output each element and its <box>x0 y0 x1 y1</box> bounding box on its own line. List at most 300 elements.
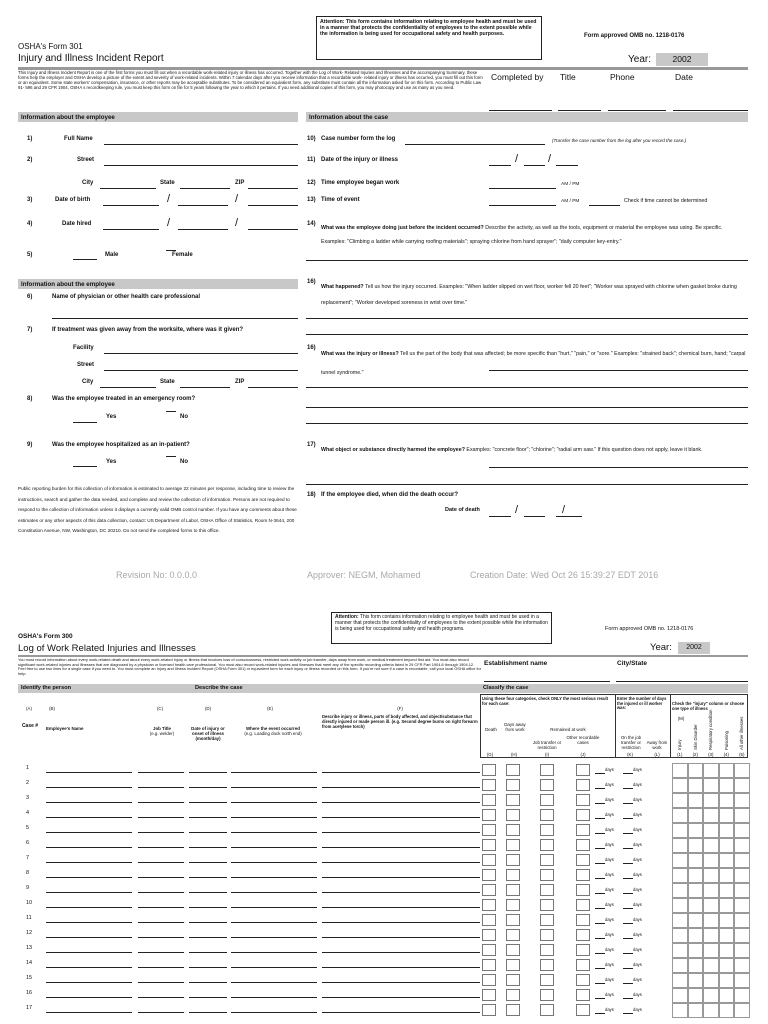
days-transfer-field[interactable] <box>595 998 605 999</box>
injury-type-checkbox[interactable] <box>672 778 688 793</box>
injury-type-checkbox[interactable] <box>672 928 688 943</box>
date-injury-field[interactable] <box>189 1012 227 1013</box>
injury-type-checkbox[interactable] <box>672 808 688 823</box>
time-event-field[interactable] <box>489 205 556 206</box>
classify-checkbox[interactable] <box>482 1004 496 1016</box>
hired-month-field[interactable] <box>103 229 159 230</box>
classify-checkbox[interactable] <box>576 764 590 776</box>
employee-name-field[interactable] <box>46 772 132 773</box>
injury-type-checkbox[interactable] <box>688 838 704 853</box>
injury-type-checkbox[interactable] <box>688 943 704 958</box>
days-away-field[interactable] <box>623 803 633 804</box>
classify-checkbox[interactable] <box>576 914 590 926</box>
classify-checkbox[interactable] <box>506 914 520 926</box>
classify-checkbox[interactable] <box>540 839 554 851</box>
injury-type-checkbox[interactable] <box>703 838 719 853</box>
injury-type-checkbox[interactable] <box>703 943 719 958</box>
q16-field-2[interactable] <box>306 334 748 335</box>
employee-name-field[interactable] <box>46 862 132 863</box>
injury-type-checkbox[interactable] <box>672 1003 688 1018</box>
time-undetermined-checkbox[interactable] <box>589 205 620 206</box>
injury-type-checkbox[interactable] <box>688 883 704 898</box>
injury-type-checkbox[interactable] <box>688 973 704 988</box>
city-state-field[interactable] <box>616 681 748 682</box>
days-away-field[interactable] <box>623 863 633 864</box>
classify-checkbox[interactable] <box>540 914 554 926</box>
date-injury-field[interactable] <box>189 907 227 908</box>
classify-checkbox[interactable] <box>506 974 520 986</box>
street-field[interactable] <box>104 165 298 166</box>
injury-year-field[interactable] <box>556 165 578 166</box>
classify-checkbox[interactable] <box>482 974 496 986</box>
where-field[interactable] <box>231 832 317 833</box>
classify-checkbox[interactable] <box>576 929 590 941</box>
where-field[interactable] <box>231 877 317 878</box>
description-field[interactable] <box>322 892 480 893</box>
injury-type-checkbox[interactable] <box>719 793 735 808</box>
q16b-field-2[interactable] <box>306 387 748 388</box>
q16b-field-4[interactable] <box>306 423 748 424</box>
classify-checkbox[interactable] <box>482 914 496 926</box>
description-field[interactable] <box>322 997 480 998</box>
dob-day-field[interactable] <box>178 205 228 206</box>
description-field[interactable] <box>322 982 480 983</box>
case-number-field[interactable] <box>405 144 545 145</box>
classify-checkbox[interactable] <box>540 959 554 971</box>
classify-checkbox[interactable] <box>506 1004 520 1016</box>
classify-checkbox[interactable] <box>540 779 554 791</box>
injury-type-checkbox[interactable] <box>734 823 750 838</box>
classify-checkbox[interactable] <box>540 944 554 956</box>
state-field[interactable] <box>180 188 230 189</box>
injury-type-checkbox[interactable] <box>719 823 735 838</box>
job-title-field[interactable] <box>138 922 184 923</box>
classify-checkbox[interactable] <box>540 764 554 776</box>
job-title-field[interactable] <box>138 997 184 998</box>
title-field[interactable] <box>558 110 601 111</box>
classify-checkbox[interactable] <box>506 959 520 971</box>
description-field[interactable] <box>322 922 480 923</box>
hired-day-field[interactable] <box>178 229 228 230</box>
days-transfer-field[interactable] <box>595 1013 605 1014</box>
hosp-no-checkbox[interactable] <box>166 456 176 457</box>
description-field[interactable] <box>322 1012 480 1013</box>
employee-name-field[interactable] <box>46 967 132 968</box>
classify-checkbox[interactable] <box>482 854 496 866</box>
description-field[interactable] <box>322 787 480 788</box>
injury-type-checkbox[interactable] <box>719 898 735 913</box>
where-field[interactable] <box>231 907 317 908</box>
date-injury-field[interactable] <box>189 772 227 773</box>
date-injury-field[interactable] <box>189 892 227 893</box>
classify-checkbox[interactable] <box>576 1004 590 1016</box>
physician-field[interactable] <box>52 318 298 319</box>
where-field[interactable] <box>231 787 317 788</box>
description-field[interactable] <box>322 862 480 863</box>
injury-type-checkbox[interactable] <box>719 808 735 823</box>
where-field[interactable] <box>231 1012 317 1013</box>
days-away-field[interactable] <box>623 833 633 834</box>
job-title-field[interactable] <box>138 832 184 833</box>
classify-checkbox[interactable] <box>576 809 590 821</box>
employee-name-field[interactable] <box>46 847 132 848</box>
classify-checkbox[interactable] <box>540 824 554 836</box>
injury-type-checkbox[interactable] <box>703 958 719 973</box>
injury-month-field[interactable] <box>489 165 511 166</box>
classify-checkbox[interactable] <box>540 809 554 821</box>
injury-type-checkbox[interactable] <box>688 988 704 1003</box>
days-transfer-field[interactable] <box>595 893 605 894</box>
injury-type-checkbox[interactable] <box>719 853 735 868</box>
injury-type-checkbox[interactable] <box>672 883 688 898</box>
classify-checkbox[interactable] <box>482 794 496 806</box>
classify-checkbox[interactable] <box>482 944 496 956</box>
classify-checkbox[interactable] <box>576 854 590 866</box>
date-injury-field[interactable] <box>189 817 227 818</box>
job-title-field[interactable] <box>138 1012 184 1013</box>
days-away-field[interactable] <box>623 968 633 969</box>
injury-type-checkbox[interactable] <box>672 958 688 973</box>
days-away-field[interactable] <box>623 923 633 924</box>
job-title-field[interactable] <box>138 907 184 908</box>
job-title-field[interactable] <box>138 847 184 848</box>
injury-type-checkbox[interactable] <box>688 808 704 823</box>
injury-type-checkbox[interactable] <box>719 883 735 898</box>
classify-checkbox[interactable] <box>506 899 520 911</box>
injury-type-checkbox[interactable] <box>672 973 688 988</box>
classify-checkbox[interactable] <box>540 929 554 941</box>
description-field[interactable] <box>322 847 480 848</box>
injury-type-checkbox[interactable] <box>719 838 735 853</box>
injury-type-checkbox[interactable] <box>734 973 750 988</box>
employee-name-field[interactable] <box>46 907 132 908</box>
days-away-field[interactable] <box>623 938 633 939</box>
where-field[interactable] <box>231 982 317 983</box>
injury-type-checkbox[interactable] <box>672 793 688 808</box>
completed-by-field[interactable] <box>489 110 552 111</box>
hired-year-field[interactable] <box>248 229 298 230</box>
description-field[interactable] <box>322 802 480 803</box>
injury-type-checkbox[interactable] <box>672 988 688 1003</box>
description-field[interactable] <box>322 772 480 773</box>
injury-type-checkbox[interactable] <box>734 988 750 1003</box>
injury-type-checkbox[interactable] <box>734 928 750 943</box>
where-field[interactable] <box>231 997 317 998</box>
days-away-field[interactable] <box>623 878 633 879</box>
hosp-yes-checkbox[interactable] <box>73 466 97 467</box>
injury-type-checkbox[interactable] <box>703 883 719 898</box>
classify-checkbox[interactable] <box>506 854 520 866</box>
injury-type-checkbox[interactable] <box>734 958 750 973</box>
description-field[interactable] <box>322 967 480 968</box>
death-month-field[interactable] <box>489 516 511 517</box>
job-title-field[interactable] <box>138 982 184 983</box>
injury-type-checkbox[interactable] <box>688 898 704 913</box>
injury-type-checkbox[interactable] <box>672 868 688 883</box>
where-field[interactable] <box>231 817 317 818</box>
employee-name-field[interactable] <box>46 937 132 938</box>
date-injury-field[interactable] <box>189 952 227 953</box>
zip-field[interactable] <box>248 188 298 189</box>
injury-type-checkbox[interactable] <box>672 763 688 778</box>
injury-type-checkbox[interactable] <box>703 1003 719 1018</box>
days-transfer-field[interactable] <box>595 773 605 774</box>
injury-type-checkbox[interactable] <box>719 913 735 928</box>
days-transfer-field[interactable] <box>595 818 605 819</box>
description-field[interactable] <box>322 817 480 818</box>
classify-checkbox[interactable] <box>506 779 520 791</box>
injury-type-checkbox[interactable] <box>719 943 735 958</box>
injury-type-checkbox[interactable] <box>688 868 704 883</box>
description-field[interactable] <box>322 907 480 908</box>
classify-checkbox[interactable] <box>540 794 554 806</box>
injury-type-checkbox[interactable] <box>703 868 719 883</box>
where-field[interactable] <box>231 802 317 803</box>
classify-checkbox[interactable] <box>576 959 590 971</box>
date-injury-field[interactable] <box>189 787 227 788</box>
date-field[interactable] <box>673 110 748 111</box>
city-field[interactable] <box>100 188 156 189</box>
classify-checkbox[interactable] <box>506 884 520 896</box>
city2-field[interactable] <box>100 387 156 388</box>
state2-field[interactable] <box>180 387 230 388</box>
q17-field-2[interactable] <box>306 484 748 485</box>
classify-checkbox[interactable] <box>576 794 590 806</box>
days-transfer-field[interactable] <box>595 848 605 849</box>
job-title-field[interactable] <box>138 817 184 818</box>
employee-name-field[interactable] <box>46 997 132 998</box>
injury-type-checkbox[interactable] <box>734 868 750 883</box>
date-injury-field[interactable] <box>189 982 227 983</box>
classify-checkbox[interactable] <box>482 989 496 1001</box>
classify-checkbox[interactable] <box>576 884 590 896</box>
classify-checkbox[interactable] <box>576 974 590 986</box>
injury-type-checkbox[interactable] <box>703 913 719 928</box>
days-away-field[interactable] <box>623 788 633 789</box>
injury-type-checkbox[interactable] <box>672 943 688 958</box>
classify-checkbox[interactable] <box>506 989 520 1001</box>
classify-checkbox[interactable] <box>540 854 554 866</box>
job-title-field[interactable] <box>138 937 184 938</box>
male-checkbox[interactable] <box>73 259 97 260</box>
employee-name-field[interactable] <box>46 787 132 788</box>
date-injury-field[interactable] <box>189 847 227 848</box>
injury-type-checkbox[interactable] <box>672 913 688 928</box>
q16-field-1[interactable] <box>306 318 748 319</box>
injury-type-checkbox[interactable] <box>719 988 735 1003</box>
injury-type-checkbox[interactable] <box>703 973 719 988</box>
days-away-field[interactable] <box>623 983 633 984</box>
injury-type-checkbox[interactable] <box>703 793 719 808</box>
injury-type-checkbox[interactable] <box>719 763 735 778</box>
er-no-checkbox[interactable] <box>166 411 176 412</box>
days-transfer-field[interactable] <box>595 968 605 969</box>
injury-type-checkbox[interactable] <box>688 1003 704 1018</box>
injury-type-checkbox[interactable] <box>719 958 735 973</box>
description-field[interactable] <box>322 832 480 833</box>
q16b-field-3[interactable] <box>306 407 748 408</box>
injury-type-checkbox[interactable] <box>688 913 704 928</box>
q14-field-1[interactable] <box>306 260 748 261</box>
injury-type-checkbox[interactable] <box>703 898 719 913</box>
where-field[interactable] <box>231 892 317 893</box>
employee-name-field[interactable] <box>46 892 132 893</box>
job-title-field[interactable] <box>138 892 184 893</box>
classify-checkbox[interactable] <box>540 974 554 986</box>
injury-type-checkbox[interactable] <box>734 1003 750 1018</box>
date-injury-field[interactable] <box>189 922 227 923</box>
classify-checkbox[interactable] <box>482 764 496 776</box>
days-transfer-field[interactable] <box>595 938 605 939</box>
zip2-field[interactable] <box>248 387 298 388</box>
days-away-field[interactable] <box>623 848 633 849</box>
injury-type-checkbox[interactable] <box>688 793 704 808</box>
where-field[interactable] <box>231 772 317 773</box>
days-transfer-field[interactable] <box>595 803 605 804</box>
where-field[interactable] <box>231 847 317 848</box>
injury-type-checkbox[interactable] <box>672 838 688 853</box>
classify-checkbox[interactable] <box>482 839 496 851</box>
classify-checkbox[interactable] <box>482 779 496 791</box>
classify-checkbox[interactable] <box>576 779 590 791</box>
days-transfer-field[interactable] <box>595 863 605 864</box>
classify-checkbox[interactable] <box>540 989 554 1001</box>
days-transfer-field[interactable] <box>595 788 605 789</box>
days-away-field[interactable] <box>623 818 633 819</box>
classify-checkbox[interactable] <box>576 989 590 1001</box>
where-field[interactable] <box>231 922 317 923</box>
injury-type-checkbox[interactable] <box>703 823 719 838</box>
employee-name-field[interactable] <box>46 832 132 833</box>
injury-type-checkbox[interactable] <box>703 988 719 1003</box>
classify-checkbox[interactable] <box>576 824 590 836</box>
classify-checkbox[interactable] <box>506 794 520 806</box>
days-away-field[interactable] <box>623 1013 633 1014</box>
job-title-field[interactable] <box>138 952 184 953</box>
employee-name-field[interactable] <box>46 877 132 878</box>
classify-checkbox[interactable] <box>506 809 520 821</box>
classify-checkbox[interactable] <box>576 869 590 881</box>
classify-checkbox[interactable] <box>576 839 590 851</box>
job-title-field[interactable] <box>138 772 184 773</box>
establishment-field[interactable] <box>484 681 610 682</box>
date-injury-field[interactable] <box>189 832 227 833</box>
description-field[interactable] <box>322 937 480 938</box>
employee-name-field[interactable] <box>46 952 132 953</box>
classify-checkbox[interactable] <box>506 944 520 956</box>
injury-type-checkbox[interactable] <box>734 883 750 898</box>
injury-type-checkbox[interactable] <box>672 823 688 838</box>
where-field[interactable] <box>231 967 317 968</box>
description-field[interactable] <box>322 952 480 953</box>
employee-name-field[interactable] <box>46 1012 132 1013</box>
days-transfer-field[interactable] <box>595 833 605 834</box>
time-began-field[interactable] <box>489 188 556 189</box>
injury-type-checkbox[interactable] <box>672 898 688 913</box>
injury-type-checkbox[interactable] <box>688 763 704 778</box>
injury-type-checkbox[interactable] <box>703 928 719 943</box>
where-field[interactable] <box>231 952 317 953</box>
classify-checkbox[interactable] <box>576 944 590 956</box>
employee-name-field[interactable] <box>46 802 132 803</box>
classify-checkbox[interactable] <box>482 869 496 881</box>
employee-name-field[interactable] <box>46 922 132 923</box>
employee-name-field[interactable] <box>46 817 132 818</box>
death-day-field[interactable] <box>524 516 545 517</box>
days-away-field[interactable] <box>623 908 633 909</box>
where-field[interactable] <box>231 862 317 863</box>
injury-type-checkbox[interactable] <box>719 973 735 988</box>
classify-checkbox[interactable] <box>482 884 496 896</box>
job-title-field[interactable] <box>138 967 184 968</box>
injury-type-checkbox[interactable] <box>719 1003 735 1018</box>
job-title-field[interactable] <box>138 862 184 863</box>
classify-checkbox[interactable] <box>506 824 520 836</box>
year-field-300[interactable] <box>678 642 710 654</box>
classify-checkbox[interactable] <box>540 1004 554 1016</box>
days-transfer-field[interactable] <box>595 908 605 909</box>
injury-type-checkbox[interactable] <box>688 958 704 973</box>
injury-type-checkbox[interactable] <box>688 823 704 838</box>
description-field[interactable] <box>322 877 480 878</box>
classify-checkbox[interactable] <box>540 884 554 896</box>
date-injury-field[interactable] <box>189 997 227 998</box>
phone-field[interactable] <box>608 110 666 111</box>
full-name-field[interactable] <box>104 144 298 145</box>
injury-type-checkbox[interactable] <box>734 913 750 928</box>
classify-checkbox[interactable] <box>482 824 496 836</box>
date-injury-field[interactable] <box>189 877 227 878</box>
death-year-field[interactable] <box>556 516 582 517</box>
days-away-field[interactable] <box>623 953 633 954</box>
days-transfer-field[interactable] <box>595 953 605 954</box>
injury-type-checkbox[interactable] <box>703 808 719 823</box>
days-transfer-field[interactable] <box>595 923 605 924</box>
injury-type-checkbox[interactable] <box>703 853 719 868</box>
dob-month-field[interactable] <box>103 205 159 206</box>
date-injury-field[interactable] <box>189 967 227 968</box>
injury-type-checkbox[interactable] <box>719 778 735 793</box>
classify-checkbox[interactable] <box>482 959 496 971</box>
classify-checkbox[interactable] <box>540 869 554 881</box>
days-away-field[interactable] <box>623 893 633 894</box>
street2-field[interactable] <box>104 370 298 371</box>
injury-type-checkbox[interactable] <box>688 928 704 943</box>
days-away-field[interactable] <box>623 773 633 774</box>
dob-year-field[interactable] <box>248 205 298 206</box>
injury-type-checkbox[interactable] <box>719 868 735 883</box>
job-title-field[interactable] <box>138 802 184 803</box>
injury-type-checkbox[interactable] <box>703 778 719 793</box>
employee-name-field[interactable] <box>46 982 132 983</box>
classify-checkbox[interactable] <box>506 764 520 776</box>
classify-checkbox[interactable] <box>540 899 554 911</box>
q17-field-1[interactable] <box>489 467 748 468</box>
injury-type-checkbox[interactable] <box>734 763 750 778</box>
classify-checkbox[interactable] <box>576 899 590 911</box>
classify-checkbox[interactable] <box>506 929 520 941</box>
injury-type-checkbox[interactable] <box>703 763 719 778</box>
injury-type-checkbox[interactable] <box>734 838 750 853</box>
classify-checkbox[interactable] <box>506 869 520 881</box>
injury-type-checkbox[interactable] <box>719 928 735 943</box>
q16b-field-1[interactable] <box>489 370 748 371</box>
date-injury-field[interactable] <box>189 802 227 803</box>
injury-type-checkbox[interactable] <box>688 853 704 868</box>
injury-type-checkbox[interactable] <box>734 943 750 958</box>
injury-day-field[interactable] <box>524 165 545 166</box>
injury-type-checkbox[interactable] <box>734 793 750 808</box>
